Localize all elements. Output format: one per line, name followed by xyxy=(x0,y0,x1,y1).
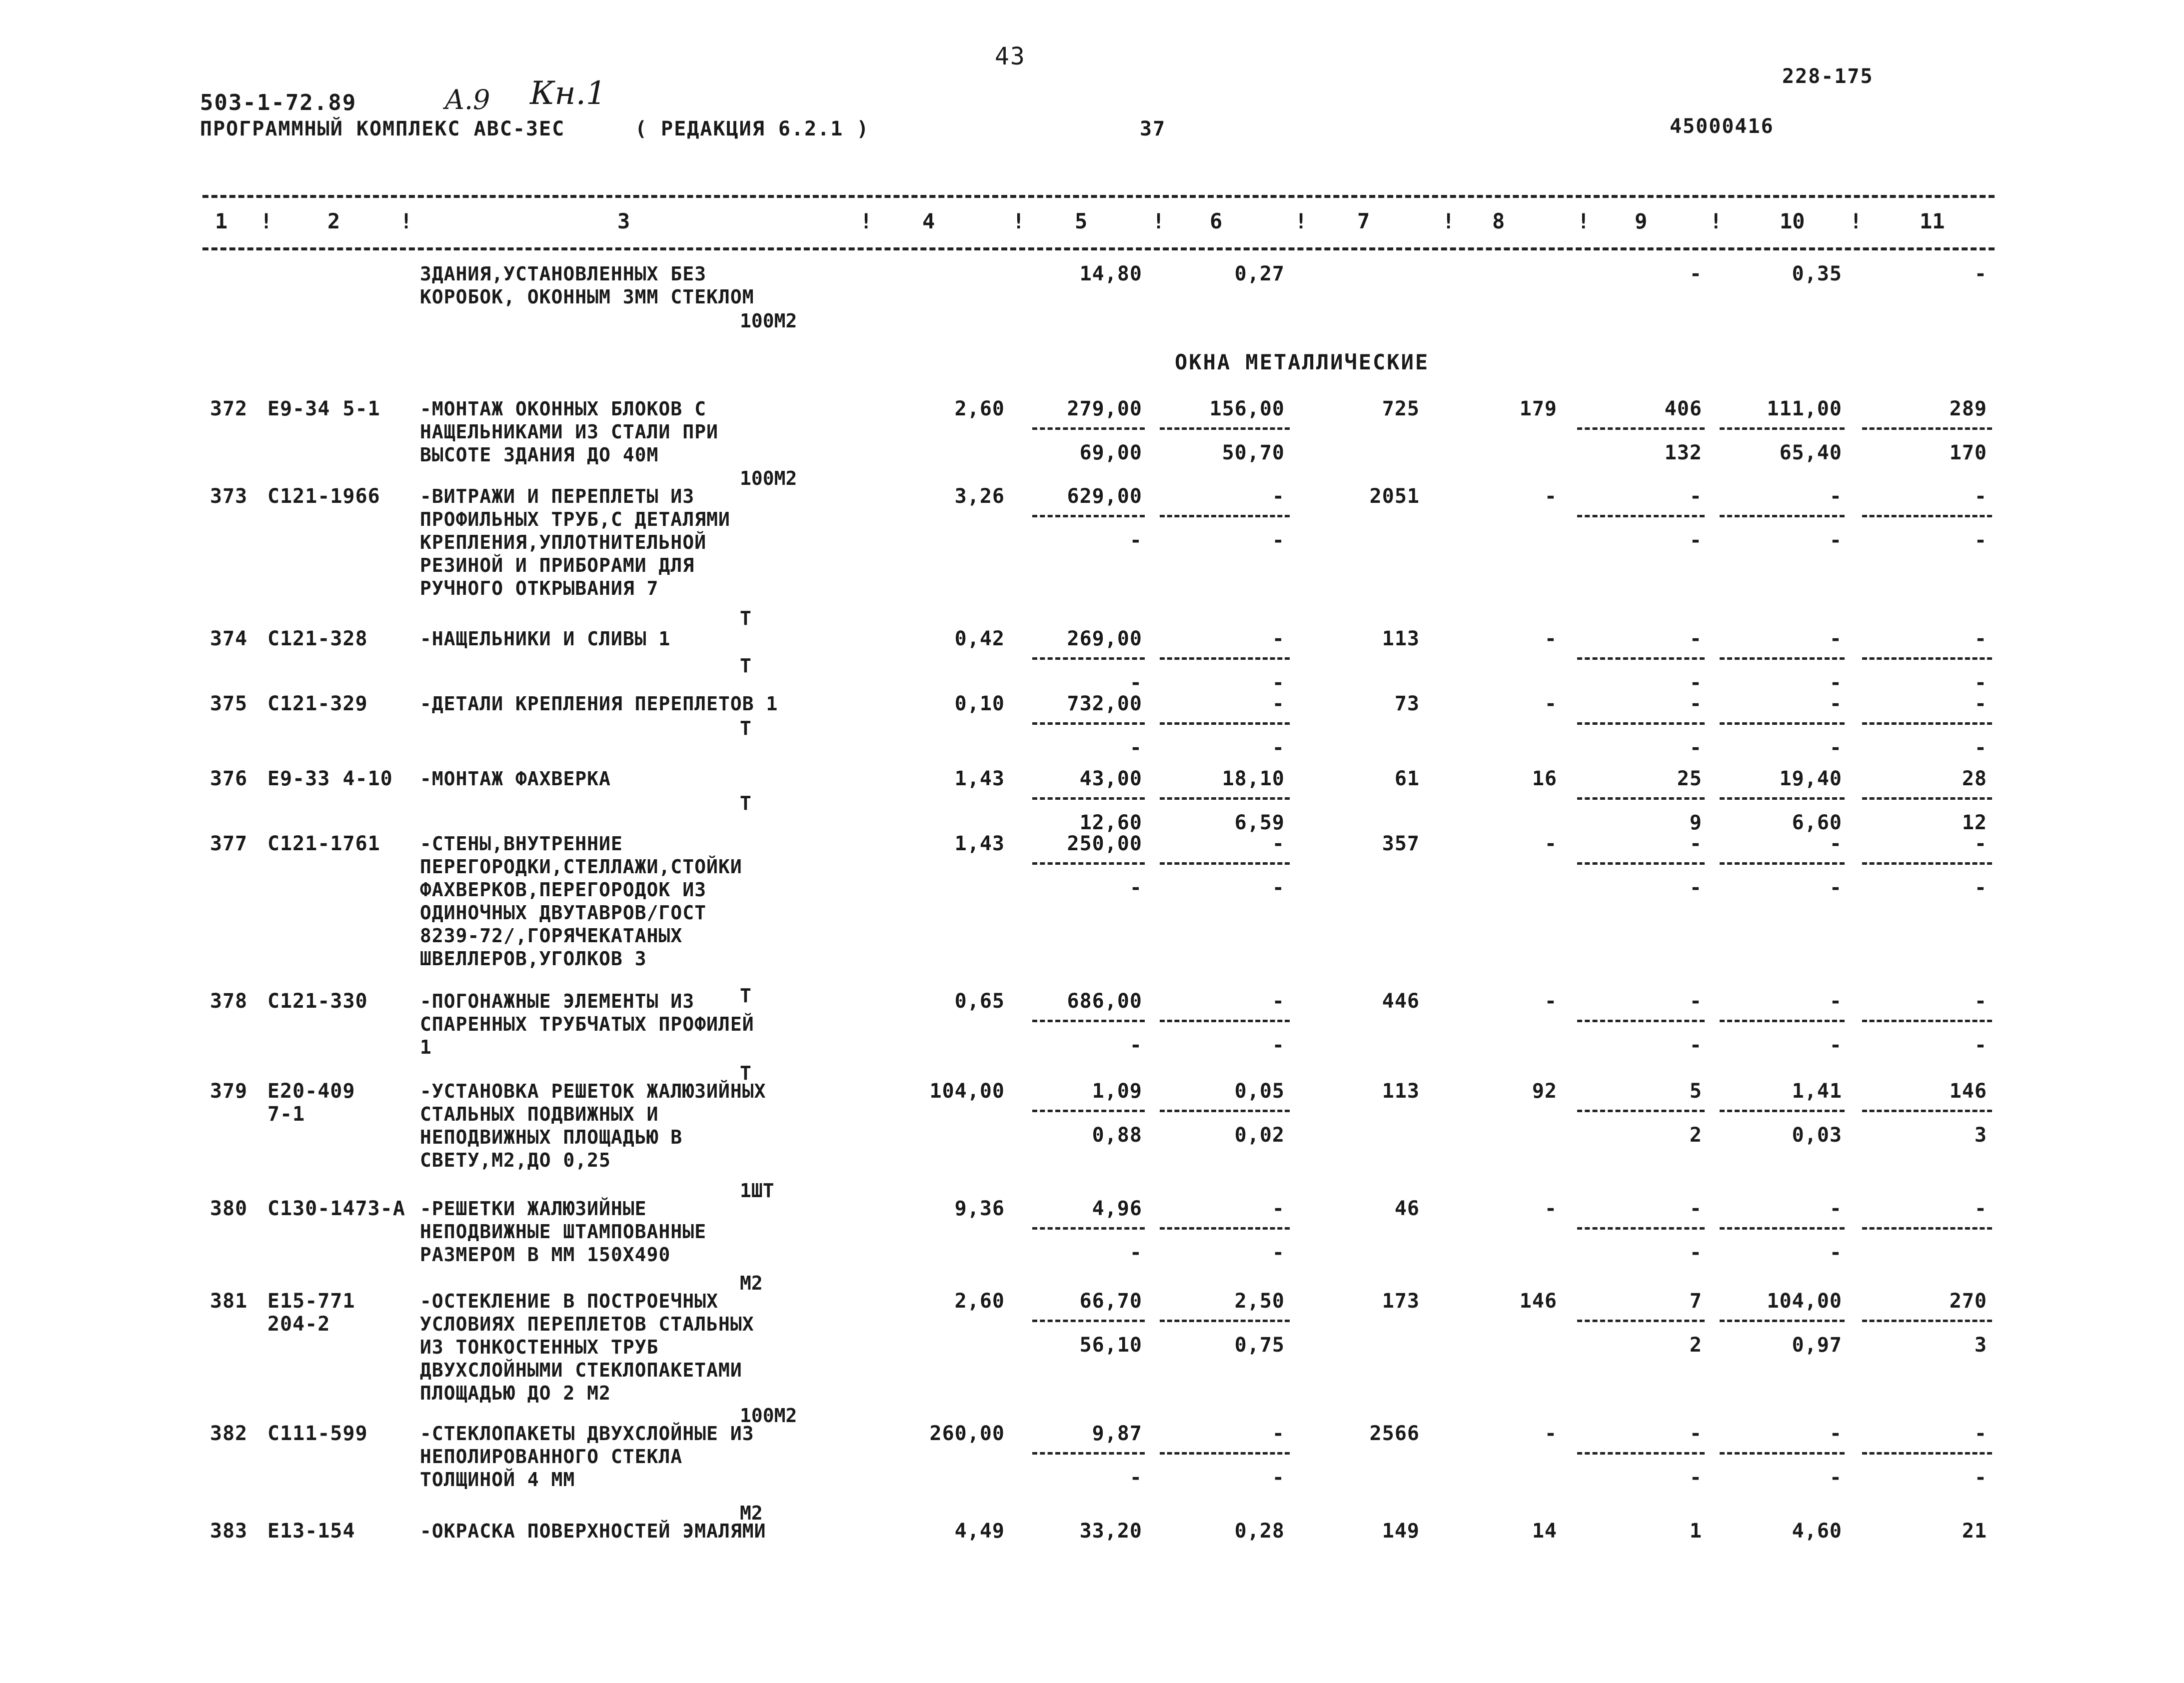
cell-divider xyxy=(1577,1110,1705,1112)
row-number: 378 xyxy=(210,990,248,1013)
cell-divider xyxy=(1862,1110,1992,1112)
row-unit: Т xyxy=(740,985,751,1007)
row-unit: Т xyxy=(740,607,751,629)
cell-c5: 1,09 xyxy=(1092,1080,1142,1103)
cell-c5-lower: - xyxy=(1129,529,1142,552)
cell-divider xyxy=(1862,515,1992,517)
cell-c10-lower: - xyxy=(1829,736,1842,759)
cell-c9-lower: 132 xyxy=(1664,441,1702,464)
row-code: Е9-34 5-1 xyxy=(267,397,380,420)
row-code: С111-599 xyxy=(267,1422,368,1445)
cell-c5: 686,00 xyxy=(1067,990,1142,1013)
cell-divider xyxy=(1160,862,1290,865)
column-header-2: 2 xyxy=(327,209,340,233)
cell-divider xyxy=(1862,1020,1992,1022)
cell-c9: - xyxy=(1689,262,1702,285)
cell-c6: 0,27 xyxy=(1234,262,1285,285)
cell-divider xyxy=(1720,862,1845,865)
row-code: С121-330 xyxy=(267,990,368,1013)
cell-divider xyxy=(1720,657,1845,660)
album-label: A.9 xyxy=(445,84,490,115)
cell-c8: 146 xyxy=(1519,1290,1557,1313)
row-code: С121-1966 xyxy=(267,485,380,508)
column-separator: ! xyxy=(1295,209,1308,233)
cell-c11-lower: 12 xyxy=(1962,811,1987,834)
cell-c11: 21 xyxy=(1962,1520,1987,1543)
cell-c11-lower: - xyxy=(1974,1034,1987,1057)
column-header-7: 7 xyxy=(1357,209,1370,233)
cell-divider xyxy=(1032,797,1145,800)
row-number: 381 xyxy=(210,1290,248,1313)
cell-c4: 2,60 xyxy=(954,1290,1005,1313)
cell-c6-lower: 0,75 xyxy=(1234,1334,1285,1357)
cell-divider xyxy=(1720,1110,1845,1112)
cell-divider xyxy=(1032,657,1145,660)
row-number: 374 xyxy=(210,627,248,650)
cell-c11-lower: - xyxy=(1974,736,1987,759)
cell-c9: - xyxy=(1689,692,1702,715)
cell-c10: 0,35 xyxy=(1792,262,1842,285)
cell-divider xyxy=(1160,1320,1290,1322)
cell-divider xyxy=(1720,722,1845,725)
row-number: 380 xyxy=(210,1197,248,1220)
cell-c9: - xyxy=(1689,990,1702,1013)
table-top-rule xyxy=(202,195,1995,198)
column-separator: ! xyxy=(1012,209,1025,233)
column-header-1: 1 xyxy=(215,209,228,233)
column-header-11: 11 xyxy=(1920,209,1945,233)
doc-code: 503-1-72.89 xyxy=(200,90,357,115)
cell-c7: 46 xyxy=(1394,1197,1420,1220)
row-description: -СТЕКЛОПАКЕТЫ ДВУХСЛОЙНЫЕ ИЗ НЕПОЛИРОВАННОГО СТЕКЛА ТОЛЩИНОЙ 4 ММ xyxy=(420,1423,754,1491)
cell-c6-lower: 50,70 xyxy=(1222,441,1285,464)
row-number: 377 xyxy=(210,832,248,855)
cell-divider xyxy=(1862,1320,1992,1322)
cell-c10-lower: 0,03 xyxy=(1792,1124,1842,1147)
cell-c5-lower: - xyxy=(1129,876,1142,899)
cell-divider xyxy=(1577,1020,1705,1022)
cell-c11: - xyxy=(1974,262,1987,285)
cell-c8: - xyxy=(1544,1422,1557,1445)
cell-c8: - xyxy=(1544,832,1557,855)
cell-c10: - xyxy=(1829,990,1842,1013)
cell-divider xyxy=(1032,427,1145,430)
cell-divider xyxy=(1577,1452,1705,1455)
page-number: 43 xyxy=(995,42,1026,70)
cell-divider xyxy=(1160,1227,1290,1230)
cell-c11: 28 xyxy=(1962,767,1987,790)
cell-c9: 1 xyxy=(1689,1520,1702,1543)
cell-c5-lower: 12,60 xyxy=(1079,811,1142,834)
cell-divider xyxy=(1720,427,1845,430)
cell-c5-lower: 0,88 xyxy=(1092,1124,1142,1147)
column-header-4: 4 xyxy=(922,209,935,233)
cell-c9-lower: - xyxy=(1689,736,1702,759)
cell-c9-lower: - xyxy=(1689,529,1702,552)
cell-c5: 279,00 xyxy=(1067,397,1142,420)
cell-divider xyxy=(1577,427,1705,430)
row-code: С121-1761 xyxy=(267,832,380,855)
cell-divider xyxy=(1160,1020,1290,1022)
cell-divider xyxy=(1862,797,1992,800)
cell-c11-lower: 170 xyxy=(1949,441,1987,464)
row-description: -МОНТАЖ ФАХВЕРКА xyxy=(420,768,611,790)
book-label: Кн.1 xyxy=(530,75,606,112)
row-description: -ПОГОНАЖНЫЕ ЭЛЕМЕНТЫ ИЗ СПАРЕННЫХ ТРУБЧАТЫХ ПРОФИЛЕЙ 1 xyxy=(420,990,754,1058)
cell-c10-lower: 6,60 xyxy=(1792,811,1842,834)
cell-divider xyxy=(1577,862,1705,865)
cell-divider xyxy=(1862,722,1992,725)
cell-c5: 250,00 xyxy=(1067,832,1142,855)
row-code: С121-329 xyxy=(267,692,368,715)
row-number: 376 xyxy=(210,767,248,790)
cell-c5-lower: - xyxy=(1129,1241,1142,1264)
cell-c4: 104,00 xyxy=(929,1080,1005,1103)
edition-label: ( РЕДАКЦИЯ 6.2.1 ) xyxy=(635,117,870,140)
document-code: 45000416 xyxy=(1670,115,1774,138)
cell-c11-lower: - xyxy=(1974,671,1987,694)
row-unit: М2 xyxy=(740,1502,763,1524)
cell-c7: 725 xyxy=(1382,397,1420,420)
cell-c8: - xyxy=(1544,485,1557,508)
cell-divider xyxy=(1032,1452,1145,1455)
row-unit: Т xyxy=(740,717,751,739)
cell-c6: 0,28 xyxy=(1234,1520,1285,1543)
column-separator: ! xyxy=(1152,209,1165,233)
cell-c6: 0,05 xyxy=(1234,1080,1285,1103)
cell-c4: 0,10 xyxy=(954,692,1005,715)
cell-c9: - xyxy=(1689,485,1702,508)
cell-divider xyxy=(1160,427,1290,430)
cell-c6-lower: - xyxy=(1272,529,1285,552)
cell-divider xyxy=(1160,722,1290,725)
cell-c7: 61 xyxy=(1394,767,1420,790)
cell-c11: 289 xyxy=(1949,397,1987,420)
cell-c9: - xyxy=(1689,1197,1702,1220)
cell-c5-lower: 69,00 xyxy=(1079,441,1142,464)
cell-divider xyxy=(1032,515,1145,517)
cell-c4: 260,00 xyxy=(929,1422,1005,1445)
cell-c11: - xyxy=(1974,1197,1987,1220)
cell-c7: 173 xyxy=(1382,1290,1420,1313)
row-description: -ВИТРАЖИ И ПЕРЕПЛЕТЫ ИЗ ПРОФИЛЬНЫХ ТРУБ,С ДЕТАЛЯМИ КРЕПЛЕНИЯ,УПЛОТНИТЕЛЬНОЙ РЕЗИНОЙ И ПРИБОРАМИ ДЛЯ РУЧНОГО ОТКРЫВАНИЯ 7 xyxy=(420,485,730,599)
cell-c7: 2051 xyxy=(1369,485,1420,508)
column-separator: ! xyxy=(1850,209,1863,233)
cell-c7: 73 xyxy=(1394,692,1420,715)
sheet-ref: 228-175 xyxy=(1782,65,1874,88)
cell-c9-lower: - xyxy=(1689,876,1702,899)
cell-c9-lower: - xyxy=(1689,1034,1702,1057)
column-separator: ! xyxy=(400,209,413,233)
cell-divider xyxy=(1720,797,1845,800)
cell-divider xyxy=(1720,1020,1845,1022)
cell-divider xyxy=(1577,657,1705,660)
cell-c7: 113 xyxy=(1382,1080,1420,1103)
cell-c4: 1,43 xyxy=(954,832,1005,855)
cell-c10-lower: - xyxy=(1829,529,1842,552)
cell-c8: 14 xyxy=(1532,1520,1557,1543)
cell-divider xyxy=(1577,1227,1705,1230)
row-code: Е15-771 204-2 xyxy=(267,1290,355,1336)
cell-c11: 270 xyxy=(1949,1290,1987,1313)
cell-c11-lower: - xyxy=(1974,1466,1987,1489)
cell-c11: - xyxy=(1974,832,1987,855)
row-code: С121-328 xyxy=(267,627,368,650)
cell-divider xyxy=(1862,1452,1992,1455)
cell-c8: - xyxy=(1544,692,1557,715)
column-separator: ! xyxy=(1710,209,1723,233)
cell-c10: - xyxy=(1829,627,1842,650)
cell-c10: 111,00 xyxy=(1767,397,1842,420)
table-header-rule xyxy=(202,247,1995,250)
cell-c9-lower: - xyxy=(1689,1241,1702,1264)
cell-c10-lower: - xyxy=(1829,1034,1842,1057)
cell-divider xyxy=(1720,1452,1845,1455)
cell-c11-lower: 3 xyxy=(1974,1124,1987,1147)
row-code: С130-1473-А xyxy=(267,1197,405,1220)
row-description: -СТЕНЫ,ВНУТРЕННИЕ ПЕРЕГОРОДКИ,СТЕЛЛАЖИ,СТОЙКИ ФАХВЕРКОВ,ПЕРЕГОРОДОК ИЗ ОДИНОЧНЫХ ДВУТАВРОВ/ГОСТ 8239-72/,ГОРЯЧЕКАТАНЫХ ШВЕЛЛЕРОВ,УГОЛКОВ 3 xyxy=(420,833,742,970)
row-number: 372 xyxy=(210,397,248,420)
cell-c11: - xyxy=(1974,1422,1987,1445)
cell-c7: 149 xyxy=(1382,1520,1420,1543)
cell-c6-lower: - xyxy=(1272,736,1285,759)
cell-divider xyxy=(1032,1020,1145,1022)
column-header-3: 3 xyxy=(617,209,630,233)
cell-c10: 104,00 xyxy=(1767,1290,1842,1313)
cell-divider xyxy=(1032,1110,1145,1112)
cell-c6: - xyxy=(1272,692,1285,715)
row-description: -НАЩЕЛЬНИКИ И СЛИВЫ 1 xyxy=(420,628,671,650)
cell-c10: 19,40 xyxy=(1779,767,1842,790)
row-code: Е20-409 7-1 xyxy=(267,1080,355,1126)
cell-c9: 25 xyxy=(1677,767,1702,790)
cell-c4: 9,36 xyxy=(954,1197,1005,1220)
column-header-10: 10 xyxy=(1780,209,1805,233)
cell-c10: - xyxy=(1829,692,1842,715)
cell-c11-lower: - xyxy=(1974,529,1987,552)
cell-c5: 9,87 xyxy=(1092,1422,1142,1445)
cell-c9: 406 xyxy=(1664,397,1702,420)
row-description: -ОСТЕКЛЕНИЕ В ПОСТРОЕЧНЫХ УСЛОВИЯХ ПЕРЕПЛЕТОВ СТАЛЬНЫХ ИЗ ТОНКОСТЕННЫХ ТРУБ ДВУХСЛОЙНЫМИ СТЕКЛОПАКЕТАМИ ПЛОЩАДЬЮ ДО 2 М2 xyxy=(420,1290,754,1404)
cell-c5-lower: - xyxy=(1129,671,1142,694)
cell-divider xyxy=(1032,1320,1145,1322)
cell-c6: 2,50 xyxy=(1234,1290,1285,1313)
cell-c6-lower: 6,59 xyxy=(1234,811,1285,834)
column-header-8: 8 xyxy=(1492,209,1505,233)
row-description: ЗДАНИЯ,УСТАНОВЛЕННЫХ БЕЗ КОРОБОК, ОКОННЫМ 3ММ СТЕКЛОМ xyxy=(420,263,754,308)
cell-c5: 66,70 xyxy=(1079,1290,1142,1313)
cell-c5: 629,00 xyxy=(1067,485,1142,508)
cell-c8: - xyxy=(1544,1197,1557,1220)
row-code: Е9-33 4-10 xyxy=(267,767,393,790)
cell-divider xyxy=(1862,657,1992,660)
cell-c10-lower: - xyxy=(1829,1466,1842,1489)
cell-divider xyxy=(1577,1320,1705,1322)
cell-divider xyxy=(1577,515,1705,517)
column-header-6: 6 xyxy=(1210,209,1223,233)
cell-c6-lower: - xyxy=(1272,671,1285,694)
cell-divider xyxy=(1160,1452,1290,1455)
cell-c5: 4,96 xyxy=(1092,1197,1142,1220)
column-separator: ! xyxy=(1577,209,1590,233)
cell-c6-lower: - xyxy=(1272,1241,1285,1264)
cell-c11: - xyxy=(1974,485,1987,508)
cell-c9: - xyxy=(1689,627,1702,650)
cell-c4: 3,26 xyxy=(954,485,1005,508)
cell-c6: - xyxy=(1272,485,1285,508)
cell-c5: 33,20 xyxy=(1079,1520,1142,1543)
row-unit: Т xyxy=(740,792,751,814)
cell-c10: 4,60 xyxy=(1792,1520,1842,1543)
cell-c9: - xyxy=(1689,832,1702,855)
cell-c10-lower: - xyxy=(1829,671,1842,694)
cell-c11-lower: 3 xyxy=(1974,1334,1987,1357)
program-name: ПРОГРАММНЫЙ КОМПЛЕКС АВС-3ЕС xyxy=(200,117,565,140)
cell-c5: 269,00 xyxy=(1067,627,1142,650)
row-unit: 100М2 xyxy=(740,1405,797,1427)
row-number: 373 xyxy=(210,485,248,508)
cell-c9-lower: 2 xyxy=(1689,1124,1702,1147)
cell-c6-lower: - xyxy=(1272,1034,1285,1057)
cell-divider xyxy=(1032,1227,1145,1230)
cell-c5-lower: - xyxy=(1129,1034,1142,1057)
cell-divider xyxy=(1720,1227,1845,1230)
cell-c8: 179 xyxy=(1519,397,1557,420)
cell-c7: 2566 xyxy=(1369,1422,1420,1445)
cell-c11: - xyxy=(1974,692,1987,715)
cell-divider xyxy=(1720,515,1845,517)
column-header-5: 5 xyxy=(1075,209,1088,233)
row-description: -ОКРАСКА ПОВЕРХНОСТЕЙ ЭМАЛЯМИ xyxy=(420,1520,766,1542)
cell-c6: - xyxy=(1272,1422,1285,1445)
cell-c9-lower: - xyxy=(1689,671,1702,694)
cell-c5: 43,00 xyxy=(1079,767,1142,790)
cell-c6-lower: - xyxy=(1272,1466,1285,1489)
cell-c10-lower: 65,40 xyxy=(1779,441,1842,464)
cell-c5-lower: - xyxy=(1129,736,1142,759)
cell-c10: - xyxy=(1829,832,1842,855)
cell-c7: 446 xyxy=(1382,990,1420,1013)
cell-divider xyxy=(1032,862,1145,865)
cell-divider xyxy=(1032,722,1145,725)
cell-divider xyxy=(1862,862,1992,865)
row-unit: Т xyxy=(740,655,751,677)
cell-c11: - xyxy=(1974,627,1987,650)
cell-c9-lower: 9 xyxy=(1689,811,1702,834)
cell-c10-lower: - xyxy=(1829,876,1842,899)
row-number: 375 xyxy=(210,692,248,715)
cell-c9: 5 xyxy=(1689,1080,1702,1103)
cell-divider xyxy=(1160,657,1290,660)
cell-c9: 7 xyxy=(1689,1290,1702,1313)
row-number: 379 xyxy=(210,1080,248,1103)
column-separator: ! xyxy=(260,209,273,233)
column-separator: ! xyxy=(1442,209,1455,233)
cell-c5-lower: - xyxy=(1129,1466,1142,1489)
cell-c11: - xyxy=(1974,990,1987,1013)
cell-divider xyxy=(1160,515,1290,517)
cell-c8: - xyxy=(1544,627,1557,650)
cell-c4: 0,65 xyxy=(954,990,1005,1013)
row-number: 382 xyxy=(210,1422,248,1445)
cell-c8: 92 xyxy=(1532,1080,1557,1103)
cell-c9-lower: 2 xyxy=(1689,1334,1702,1357)
column-separator: ! xyxy=(860,209,873,233)
cell-c10: - xyxy=(1829,1197,1842,1220)
row-description: -РЕШЕТКИ ЖАЛЮЗИЙНЫЕ НЕПОДВИЖНЫЕ ШТАМПОВАННЫЕ РАЗМЕРОМ В ММ 150Х490 xyxy=(420,1198,707,1266)
cell-c5: 14,80 xyxy=(1079,262,1142,285)
row-unit: 100М2 xyxy=(740,310,797,332)
cell-c10-lower: 0,97 xyxy=(1792,1334,1842,1357)
cell-c10: 1,41 xyxy=(1792,1080,1842,1103)
cell-c6-lower: - xyxy=(1272,876,1285,899)
cell-c9-lower: - xyxy=(1689,1466,1702,1489)
cell-c10: - xyxy=(1829,1422,1842,1445)
cell-divider xyxy=(1577,722,1705,725)
row-description: -УСТАНОВКА РЕШЕТОК ЖАЛЮЗИЙНЫХ СТАЛЬНЫХ ПОДВИЖНЫХ И НЕПОДВИЖНЫХ ПЛОЩАДЬЮ В СВЕТУ,М2,ДО 0,25 xyxy=(420,1080,766,1171)
column-header-9: 9 xyxy=(1635,209,1648,233)
cell-c10: - xyxy=(1829,485,1842,508)
row-code: Е13-154 xyxy=(267,1520,355,1543)
row-unit: Т xyxy=(740,1062,751,1084)
cell-c5: 732,00 xyxy=(1067,692,1142,715)
row-unit: 1ШТ xyxy=(740,1180,774,1202)
row-description: -МОНТАЖ ОКОННЫХ БЛОКОВ С НАЩЕЛЬНИКАМИ ИЗ СТАЛИ ПРИ ВЫСОТЕ ЗДАНИЯ ДО 40М xyxy=(420,398,718,466)
cell-c8: 16 xyxy=(1532,767,1557,790)
cell-c6: - xyxy=(1272,832,1285,855)
section-title: ОКНА МЕТАЛЛИЧЕСКИЕ xyxy=(1175,350,1430,374)
cell-c9: - xyxy=(1689,1422,1702,1445)
cell-divider xyxy=(1862,1227,1992,1230)
cell-c4: 4,49 xyxy=(954,1520,1005,1543)
cell-divider xyxy=(1577,797,1705,800)
cell-c11: 146 xyxy=(1949,1080,1987,1103)
cell-c6: - xyxy=(1272,1197,1285,1220)
cell-c6: - xyxy=(1272,990,1285,1013)
cell-c6: 156,00 xyxy=(1209,397,1285,420)
cell-divider xyxy=(1160,797,1290,800)
cell-divider xyxy=(1720,1320,1845,1322)
row-number: 383 xyxy=(210,1520,248,1543)
cell-divider xyxy=(1160,1110,1290,1112)
cell-c6: - xyxy=(1272,627,1285,650)
cell-c5-lower: 56,10 xyxy=(1079,1334,1142,1357)
cell-divider xyxy=(1862,427,1992,430)
cell-c11-lower: - xyxy=(1974,876,1987,899)
cell-c6: 18,10 xyxy=(1222,767,1285,790)
cell-c8: - xyxy=(1544,990,1557,1013)
row-unit: М2 xyxy=(740,1272,763,1294)
row-description: -ДЕТАЛИ КРЕПЛЕНИЯ ПЕРЕПЛЕТОВ 1 xyxy=(420,693,778,715)
cell-c4: 1,43 xyxy=(954,767,1005,790)
cell-c6-lower: 0,02 xyxy=(1234,1124,1285,1147)
cell-c4: 2,60 xyxy=(954,397,1005,420)
row-unit: 100М2 xyxy=(740,467,797,489)
cell-c7: 113 xyxy=(1382,627,1420,650)
cell-c7: 357 xyxy=(1382,832,1420,855)
cell-c10-lower: - xyxy=(1829,1241,1842,1264)
cell-c4: 0,42 xyxy=(954,627,1005,650)
sheet-number: 37 xyxy=(1140,117,1166,140)
